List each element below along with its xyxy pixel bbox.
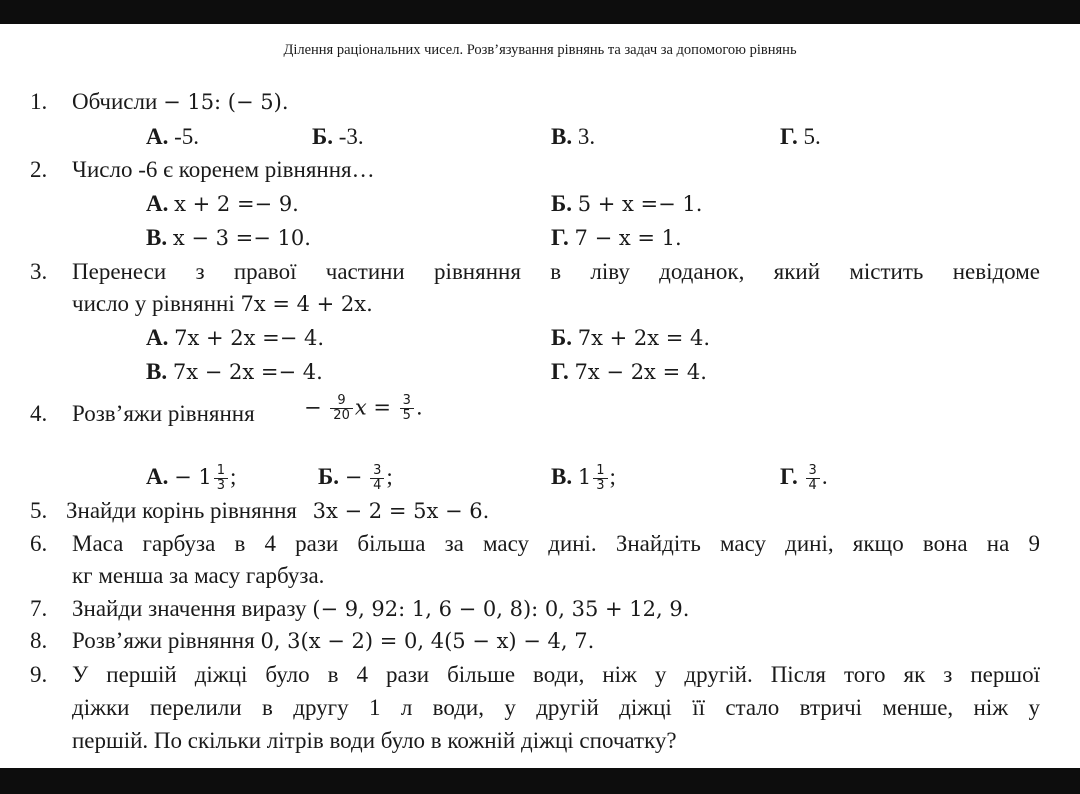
question-text: Розв’яжи рівняння	[72, 628, 255, 653]
option-c: В. x − 3 =− 10.	[146, 225, 311, 250]
question-number: 9.	[30, 662, 48, 687]
option-a: А. 7x + 2x =− 4.	[146, 325, 325, 350]
worksheet-title: Ділення раціональних чисел. Розв’язування рівнянь та задач за допомогою рівнянь	[283, 42, 797, 58]
worksheet	[0, 24, 1080, 768]
question-text-line-1: Маса гарбуза в 4 рази більша за масу дині. Знайдіть масу дині, якщо вона на 9	[72, 531, 1040, 556]
math-expression: (− 9, 92: 1, 6 − 0, 8): 0, 35 + 12, 9.	[312, 597, 690, 621]
question-number: 6.	[30, 531, 48, 556]
math-expression: 3x − 2 = 5x − 6.	[312, 499, 490, 523]
question-3-line-2	[72, 292, 373, 315]
option-a: А. x + 2 =− 9.	[146, 191, 299, 216]
option-d: Г. 5.	[780, 124, 821, 149]
option-b: Б. 5 + x =− 1.	[551, 191, 703, 216]
question-number: 2.	[30, 157, 48, 182]
question-text-line-1: У першій діжці було в 4 рази більше води, ніж у другій. Після того як з першої	[72, 662, 1040, 687]
question-number: 5.	[30, 498, 48, 523]
question-text: Знайди значення виразу	[72, 596, 307, 621]
fraction: $\frac{3}{4}$	[370, 464, 384, 494]
question-text-line-2: число у рівнянні	[72, 291, 235, 316]
option-b: Б. − $\frac{3}{4}$ ;	[318, 463, 393, 494]
question-number: 4.	[30, 401, 48, 426]
option-c: В. 1 $\frac{1}{3}$ ;	[551, 463, 616, 494]
fraction: $\frac{1}{3}$	[593, 464, 607, 494]
question-number: 1.	[30, 89, 48, 114]
option-c: В. 3.	[551, 124, 596, 149]
fraction: $\frac{1}{3}$	[214, 464, 228, 494]
question-4	[0, 394, 1080, 434]
question-number: 3.	[30, 259, 48, 284]
equation: − $\frac{9}{20}$ x = $\frac{3}{5}$ .	[304, 393, 423, 424]
question-number: 8.	[30, 628, 48, 653]
question-text-line-3: першій. По скільки літрів води було в кожній діжці спочатку?	[72, 728, 677, 753]
fraction: $\frac{9}{20}$	[330, 394, 353, 424]
math-expression: − 15: (− 5).	[163, 90, 289, 114]
math-expression: 0, 3(x − 2) = 0, 4(5 − x) − 4, 7.	[260, 629, 595, 653]
question-text-line-2: кг менша за масу гарбуза.	[72, 563, 325, 588]
question-text-line-2: діжки перелили в другу 1 л води, у другій діжці її стало втричі менше, ніж у	[72, 695, 1040, 720]
question-text: Розв’яжи рівняння	[72, 401, 255, 426]
fraction: $\frac{3}{5}$	[400, 394, 414, 424]
option-d: Г. 7x − 2x = 4.	[551, 359, 707, 384]
option-d: Г. 7 − x = 1.	[551, 225, 682, 250]
option-b: Б. -3.	[312, 124, 364, 149]
option-c: В. 7x − 2x =− 4.	[146, 359, 323, 384]
option-a: А. − 1 $\frac{1}{3}$ ;	[146, 463, 237, 494]
option-b: Б. 7x + 2x = 4.	[551, 325, 711, 350]
option-a: А. -5.	[146, 124, 200, 149]
question-text: Знайди корінь рівняння	[66, 498, 297, 523]
fraction: $\frac{3}{4}$	[806, 464, 820, 494]
question-text: Число -6 є коренем рівняння…	[72, 157, 375, 182]
question-text-line-1: Перенеси з правої частини рівняння в ліву доданок, який містить невідоме	[72, 259, 1040, 284]
question-text: Обчисли	[72, 89, 158, 114]
math-expression: 7x = 4 + 2x.	[240, 292, 373, 316]
option-d: Г. $\frac{3}{4}$ .	[780, 463, 828, 494]
question-number: 7.	[30, 596, 48, 621]
